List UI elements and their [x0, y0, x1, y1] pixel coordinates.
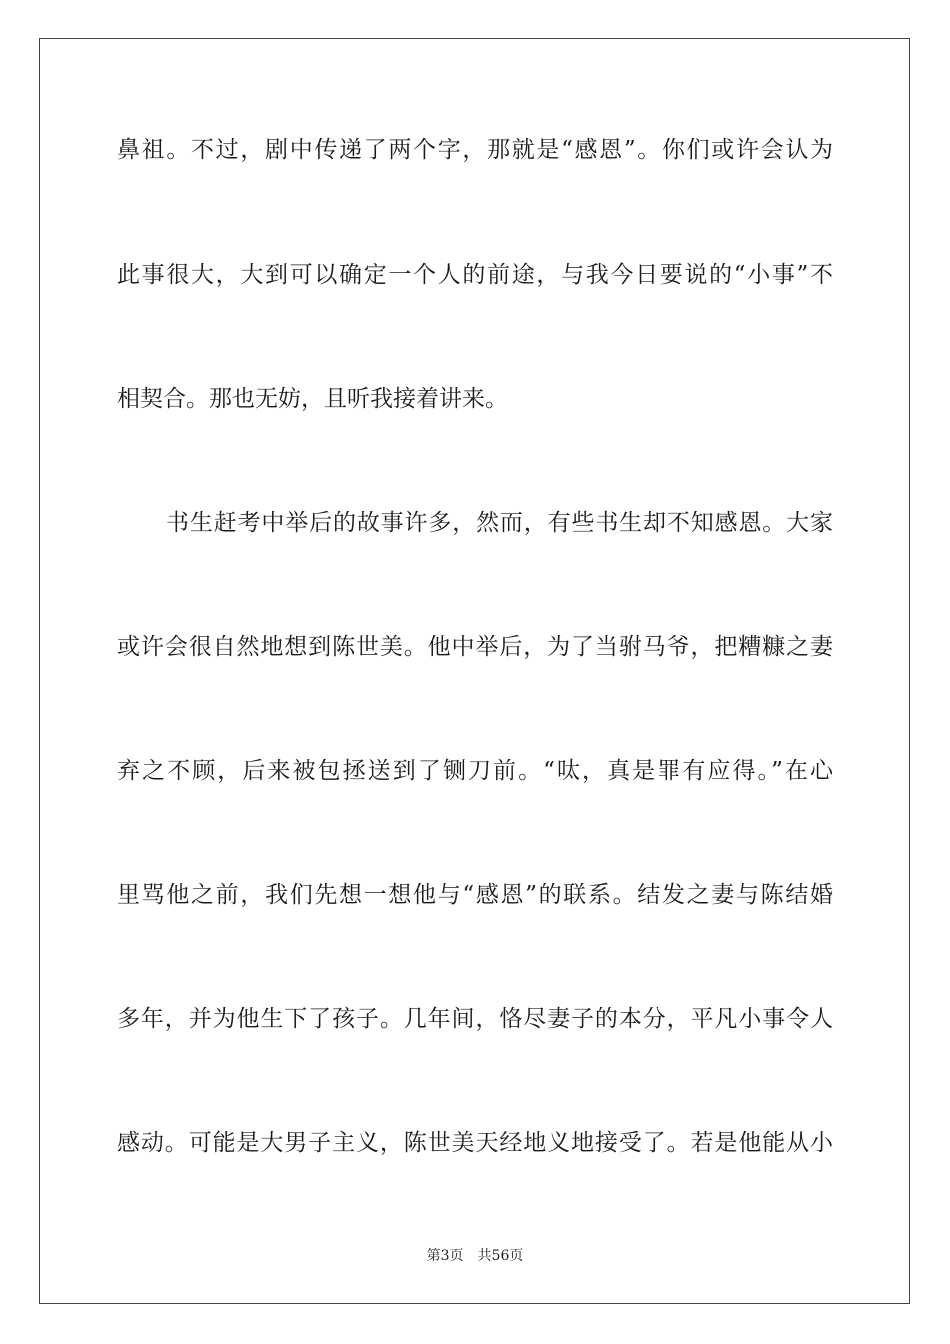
total-page-count: 共56页	[477, 1248, 524, 1264]
text-line: 鼻祖。不过，剧中传递了两个字，那就是“感恩”。你们或许会认为	[117, 137, 833, 163]
text-line: 书生赶考中举后的故事许多，然而，有些书生却不知感恩。大家	[166, 510, 833, 536]
text-line: 感动。可能是大男子主义，陈世美天经地义地接受了。若是他能从小	[117, 1130, 833, 1156]
text-line: 里骂他之前，我们先想一想他与“感恩”的联系。结发之妻与陈结婚	[117, 882, 833, 908]
text-line: 或许会很自然地想到陈世美。他中举后，为了当驸马爷，把糟糠之妻	[117, 634, 833, 660]
page-border	[39, 38, 910, 1304]
page-footer	[0, 1247, 950, 1265]
text-line: 相契合。那也无妨，且听我接着讲来。	[117, 386, 508, 412]
text-line: 多年，并为他生下了孩子。几年间，恪尽妻子的本分，平凡小事令人	[117, 1006, 833, 1032]
current-page-number: 第3页	[426, 1248, 464, 1264]
text-line: 弃之不顾，后来被包拯送到了铡刀前。“呔，真是罪有应得。”在心	[117, 758, 833, 784]
text-line: 此事很大，大到可以确定一个人的前途，与我今日要说的“小事”不	[117, 262, 833, 288]
